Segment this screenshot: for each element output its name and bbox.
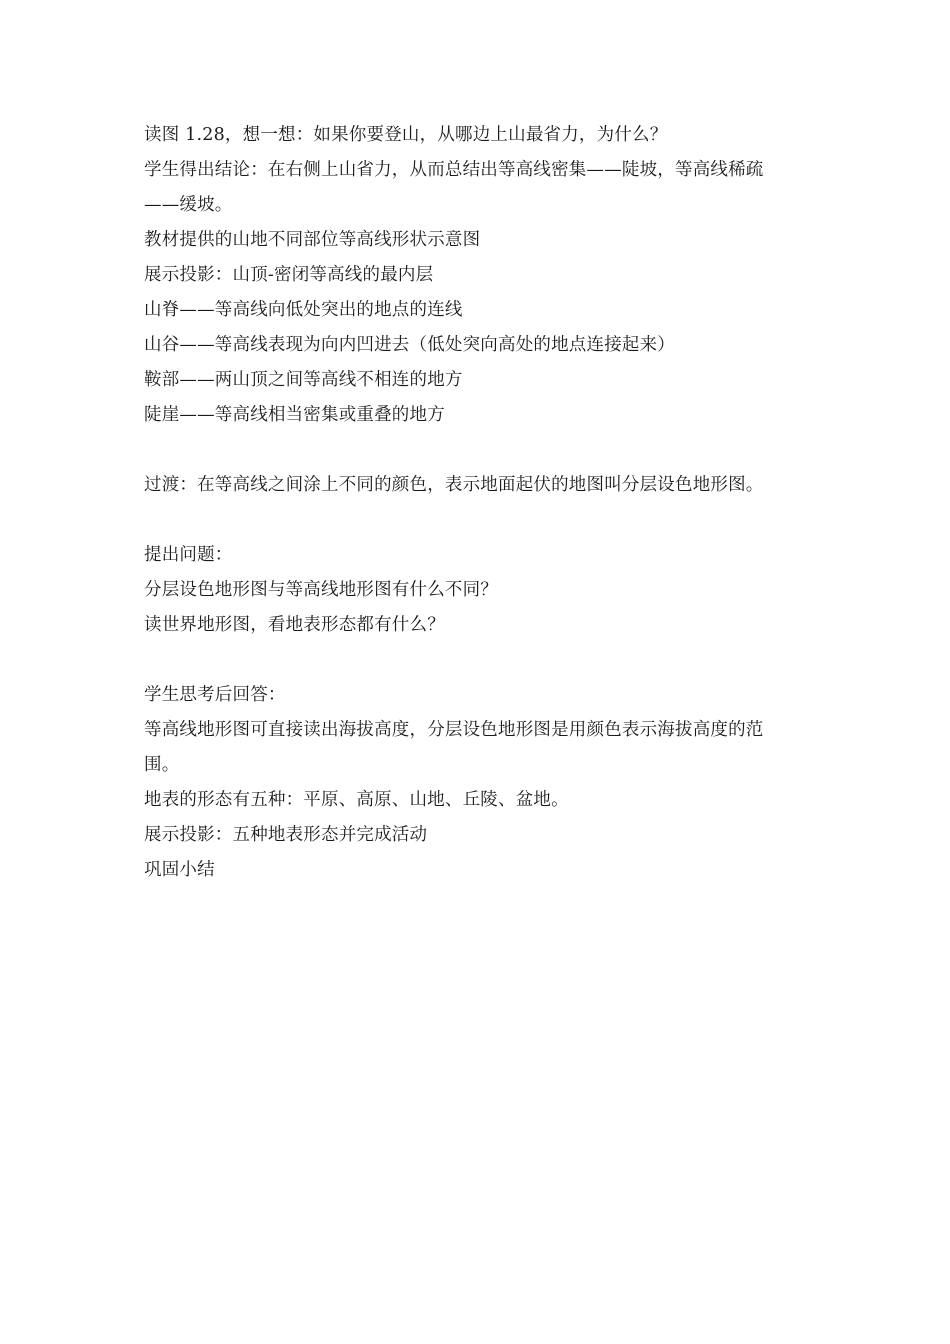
paragraph-line: 山谷——等高线表现为向内凹进去（低处突向高处的地点连接起来） [144,335,675,355]
paragraph-line: ——缓坡。 [144,195,233,215]
paragraph-line: 学生得出结论：在右侧上山省力，从而总结出等高线密集——陡坡，等高线稀疏 [144,160,764,180]
paragraph-line: 读世界地形图，看地表形态都有什么？ [144,615,445,635]
blank-line [144,643,814,678]
blank-line [144,433,814,468]
paragraph-line: 围。 [144,755,180,775]
document-body [144,118,814,888]
paragraph-line: 提出问题： [144,545,233,565]
paragraph-line: 展示投影：山顶-密闭等高线的最内层 [144,265,434,285]
paragraph-line: 学生思考后回答： [144,685,286,705]
paragraph-line: 等高线地形图可直接读出海拔高度，分层设色地形图是用颜色表示海拔高度的范 [144,720,764,740]
paragraph-line: 巩固小结 [144,860,215,880]
blank-line [144,503,814,538]
paragraph-line: 鞍部——两山顶之间等高线不相连的地方 [144,370,463,390]
paragraph-line: 过渡：在等高线之间涂上不同的颜色，表示地面起伏的地图叫分层设色地形图。 [144,475,764,495]
paragraph-line: 读图 1.28，想一想：如果你要登山，从哪边上山最省力，为什么？ [144,125,668,145]
paragraph-line: 陡崖——等高线相当密集或重叠的地方 [144,405,445,425]
paragraph-line: 山脊——等高线向低处突出的地点的连线 [144,300,463,320]
paragraph-line: 分层设色地形图与等高线地形图有什么不同？ [144,580,498,600]
paragraph-line: 展示投影：五种地表形态并完成活动 [144,825,428,845]
paragraph-line: 地表的形态有五种：平原、高原、山地、丘陵、盆地。 [144,790,569,810]
paragraph-line: 教材提供的山地不同部位等高线形状示意图 [144,230,481,250]
